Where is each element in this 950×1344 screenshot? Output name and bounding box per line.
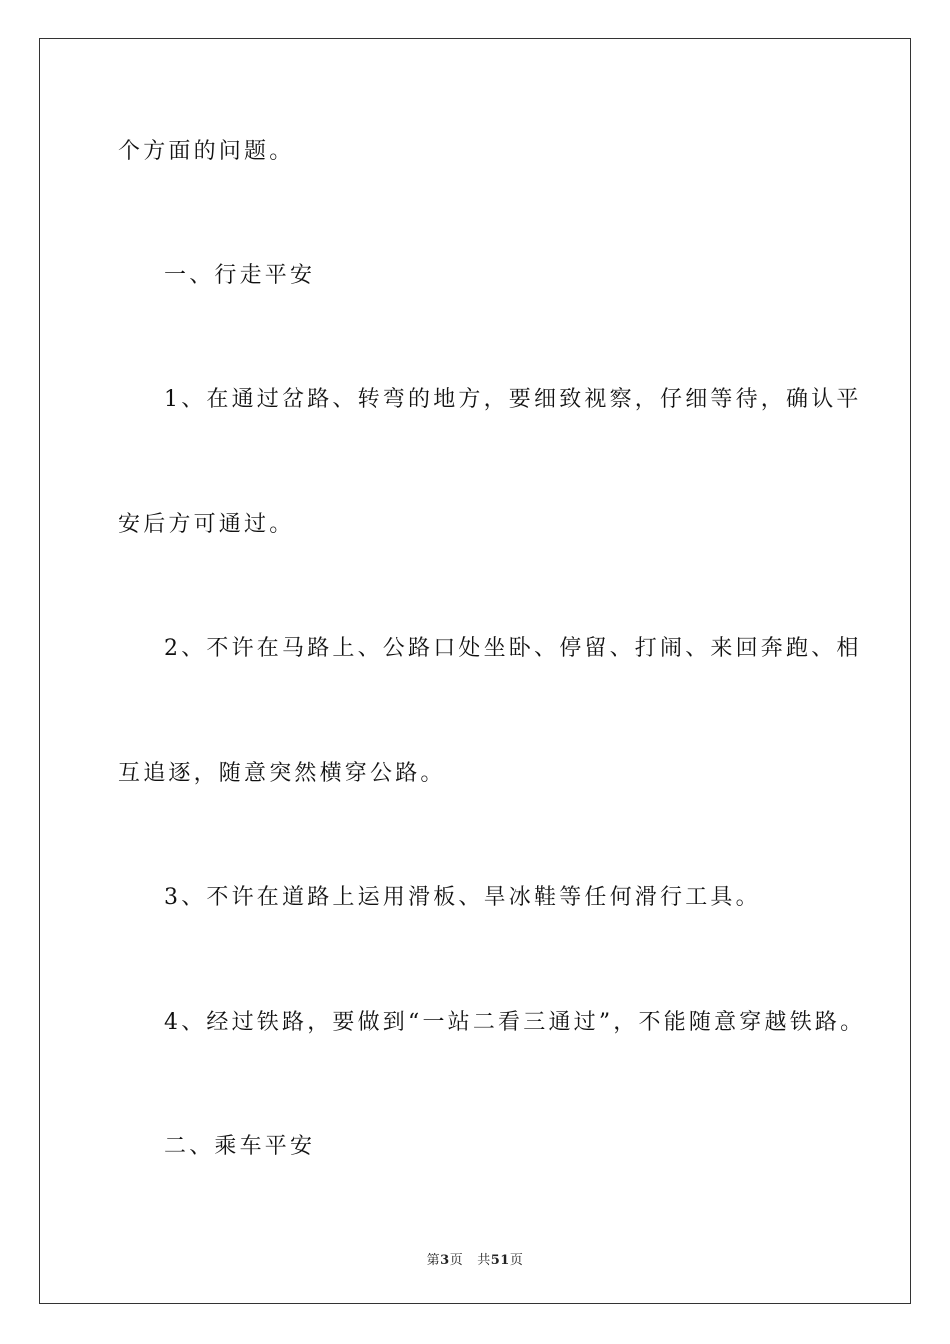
footer-total-prefix: 共 [477,1253,491,1268]
footer-page-prefix: 第 [426,1253,441,1268]
rule-3: 3、不许在道路上运用滑板、旱冰鞋等任何滑行工具。 [164,885,761,910]
rule-4: 4、经过铁路，要做到“一站二看三通过”，不能随意穿越铁路。 [164,1010,866,1035]
section-heading-riding-safety: 二、乘车平安 [164,1134,316,1159]
text-line-continuation: 个方面的问题。 [118,139,295,164]
rule-2-line-2: 互追逐，随意突然横穿公路。 [118,761,446,786]
rule-1-line-1: 1、在通过岔路、转弯的地方，要细致视察，仔细等待，确认平 [164,387,862,412]
footer-page-number: 3 [440,1253,450,1268]
section-heading-walking-safety: 一、行走平安 [164,263,316,288]
footer-total-suffix: 页 [509,1253,524,1268]
page-footer [0,1249,950,1268]
rule-2-line-1: 2、不许在马路上、公路口处坐卧、停留、打闹、来回奔跑、相 [164,636,862,661]
footer-page-suffix: 页 [449,1253,464,1268]
footer-total-pages: 51 [490,1253,510,1268]
page-border [39,38,911,1304]
rule-1-line-2: 安后方可通过。 [118,512,295,537]
